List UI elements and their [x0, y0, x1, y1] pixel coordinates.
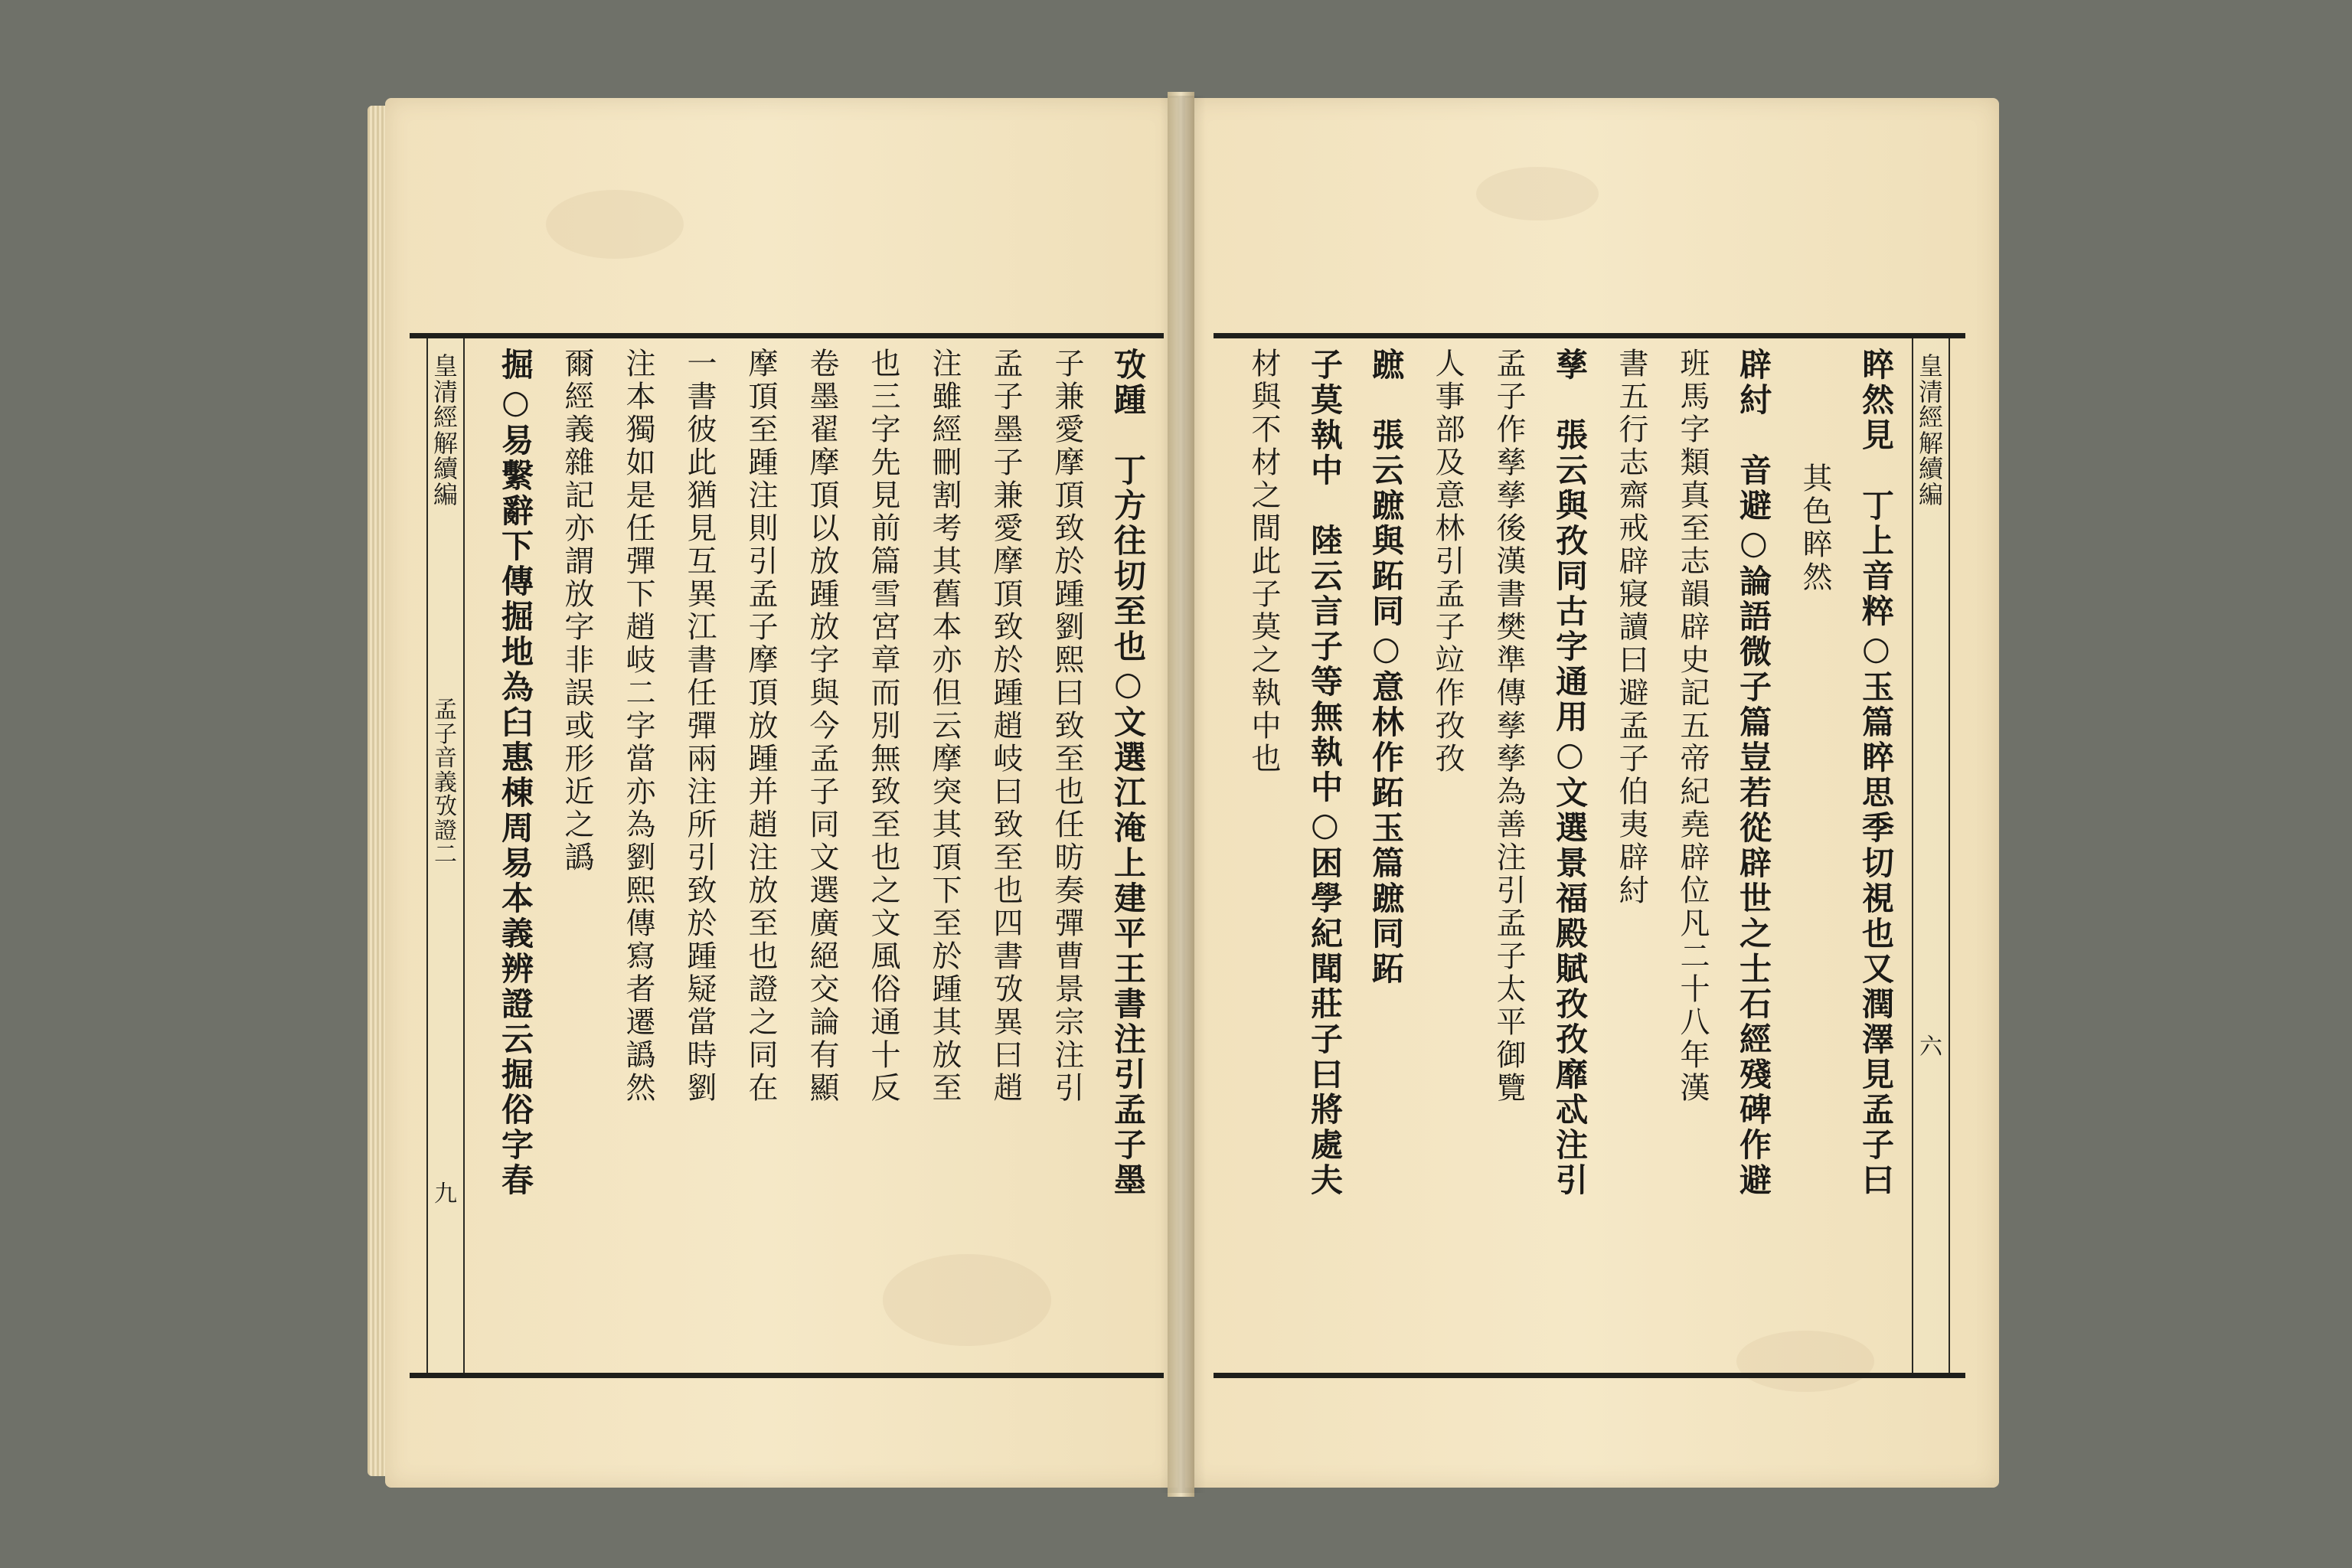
text-column: 孟子墨子兼愛摩頂致於踵趙岐曰致至也四書攷異曰趙 [977, 348, 1034, 1364]
text-column: 蹠 張云蹠與跖同○意林作跖玉篇蹠同跖 [1357, 348, 1414, 1364]
right-folio-number: 六 [1919, 1034, 1942, 1060]
left-section-title: 孟子音義攷證二 [434, 697, 457, 868]
left-title-band [426, 338, 465, 1373]
left-edge-title: 皇清經解續編 [433, 351, 458, 509]
text-column: 攷踵 丁方往切至也○文選江淹上建平王書注引孟子墨 [1099, 348, 1156, 1364]
right-edge-title: 皇清經解續編 [1918, 351, 1943, 509]
text-column: 注雖經刪割考其舊本亦但云摩突其頂下至於踵其放至 [916, 348, 972, 1364]
text-column: 孳 張云與孜同古字通用○文選景福殿賦孜孜靡忒注引 [1541, 348, 1598, 1364]
open-book [368, 92, 1994, 1497]
paper-stain [546, 190, 684, 259]
text-column: 材與不材之間此子莫之執中也 [1235, 348, 1292, 1364]
text-column: 爾經義雜記亦謂放字非誤或形近之譌 [548, 348, 605, 1364]
left-text-frame [410, 333, 1164, 1378]
left-folio-number: 九 [434, 1181, 457, 1207]
text-column: 子莫執中 陸云言子等無執中○困學紀聞莊子曰將處夫 [1296, 348, 1353, 1364]
paper-stain [1476, 167, 1599, 220]
text-column: 一書彼此猶見互異江書任彈兩注所引致於踵疑當時劉 [671, 348, 727, 1364]
left-text-columns [471, 348, 1156, 1364]
right-text-columns [1221, 348, 1904, 1364]
right-text-frame [1214, 333, 1965, 1378]
text-column: 其色睟然 [1786, 348, 1843, 1364]
text-column: 摩頂至踵注則引孟子摩頂放踵并趙注放至也證之同在 [732, 348, 789, 1364]
text-column: 掘○易繫辭下傳掘地為臼惠棟周易本義辨證云掘俗字春 [487, 348, 544, 1364]
text-column: 班馬字類真至志韻辟史記五帝紀堯辟位凡二十八年漢 [1664, 348, 1720, 1364]
book-gutter [1168, 92, 1194, 1497]
text-column: 睟然見 丁上音粹○玉篇睟思季切視也又潤澤見孟子曰 [1847, 348, 1904, 1364]
right-title-band [1912, 338, 1950, 1373]
text-column: 書五行志齋戒辟寢讀曰避孟子伯夷辟紂 [1602, 348, 1659, 1364]
text-column: 辟紂 音避○論語微子篇豈若從辟世之士石經殘碑作避 [1725, 348, 1782, 1364]
text-column: 也三字先見前篇雪宮章而別無致至也之文風俗通十反 [854, 348, 911, 1364]
text-column: 卷墨翟摩頂以放踵放字與今孟子同文選廣絕交論有顯 [793, 348, 850, 1364]
text-column: 注本獨如是任彈下趙岐二字當亦為劉熙傳寫者遷譌然 [609, 348, 666, 1364]
text-column: 子兼愛摩頂致於踵劉熙曰致至也任昉奏彈曹景宗注引 [1038, 348, 1095, 1364]
text-column: 人事部及意林引孟子竝作孜孜 [1419, 348, 1475, 1364]
text-column: 孟子作孳孳後漢書樊準傳孳孳為善注引孟子太平御覽 [1480, 348, 1537, 1364]
